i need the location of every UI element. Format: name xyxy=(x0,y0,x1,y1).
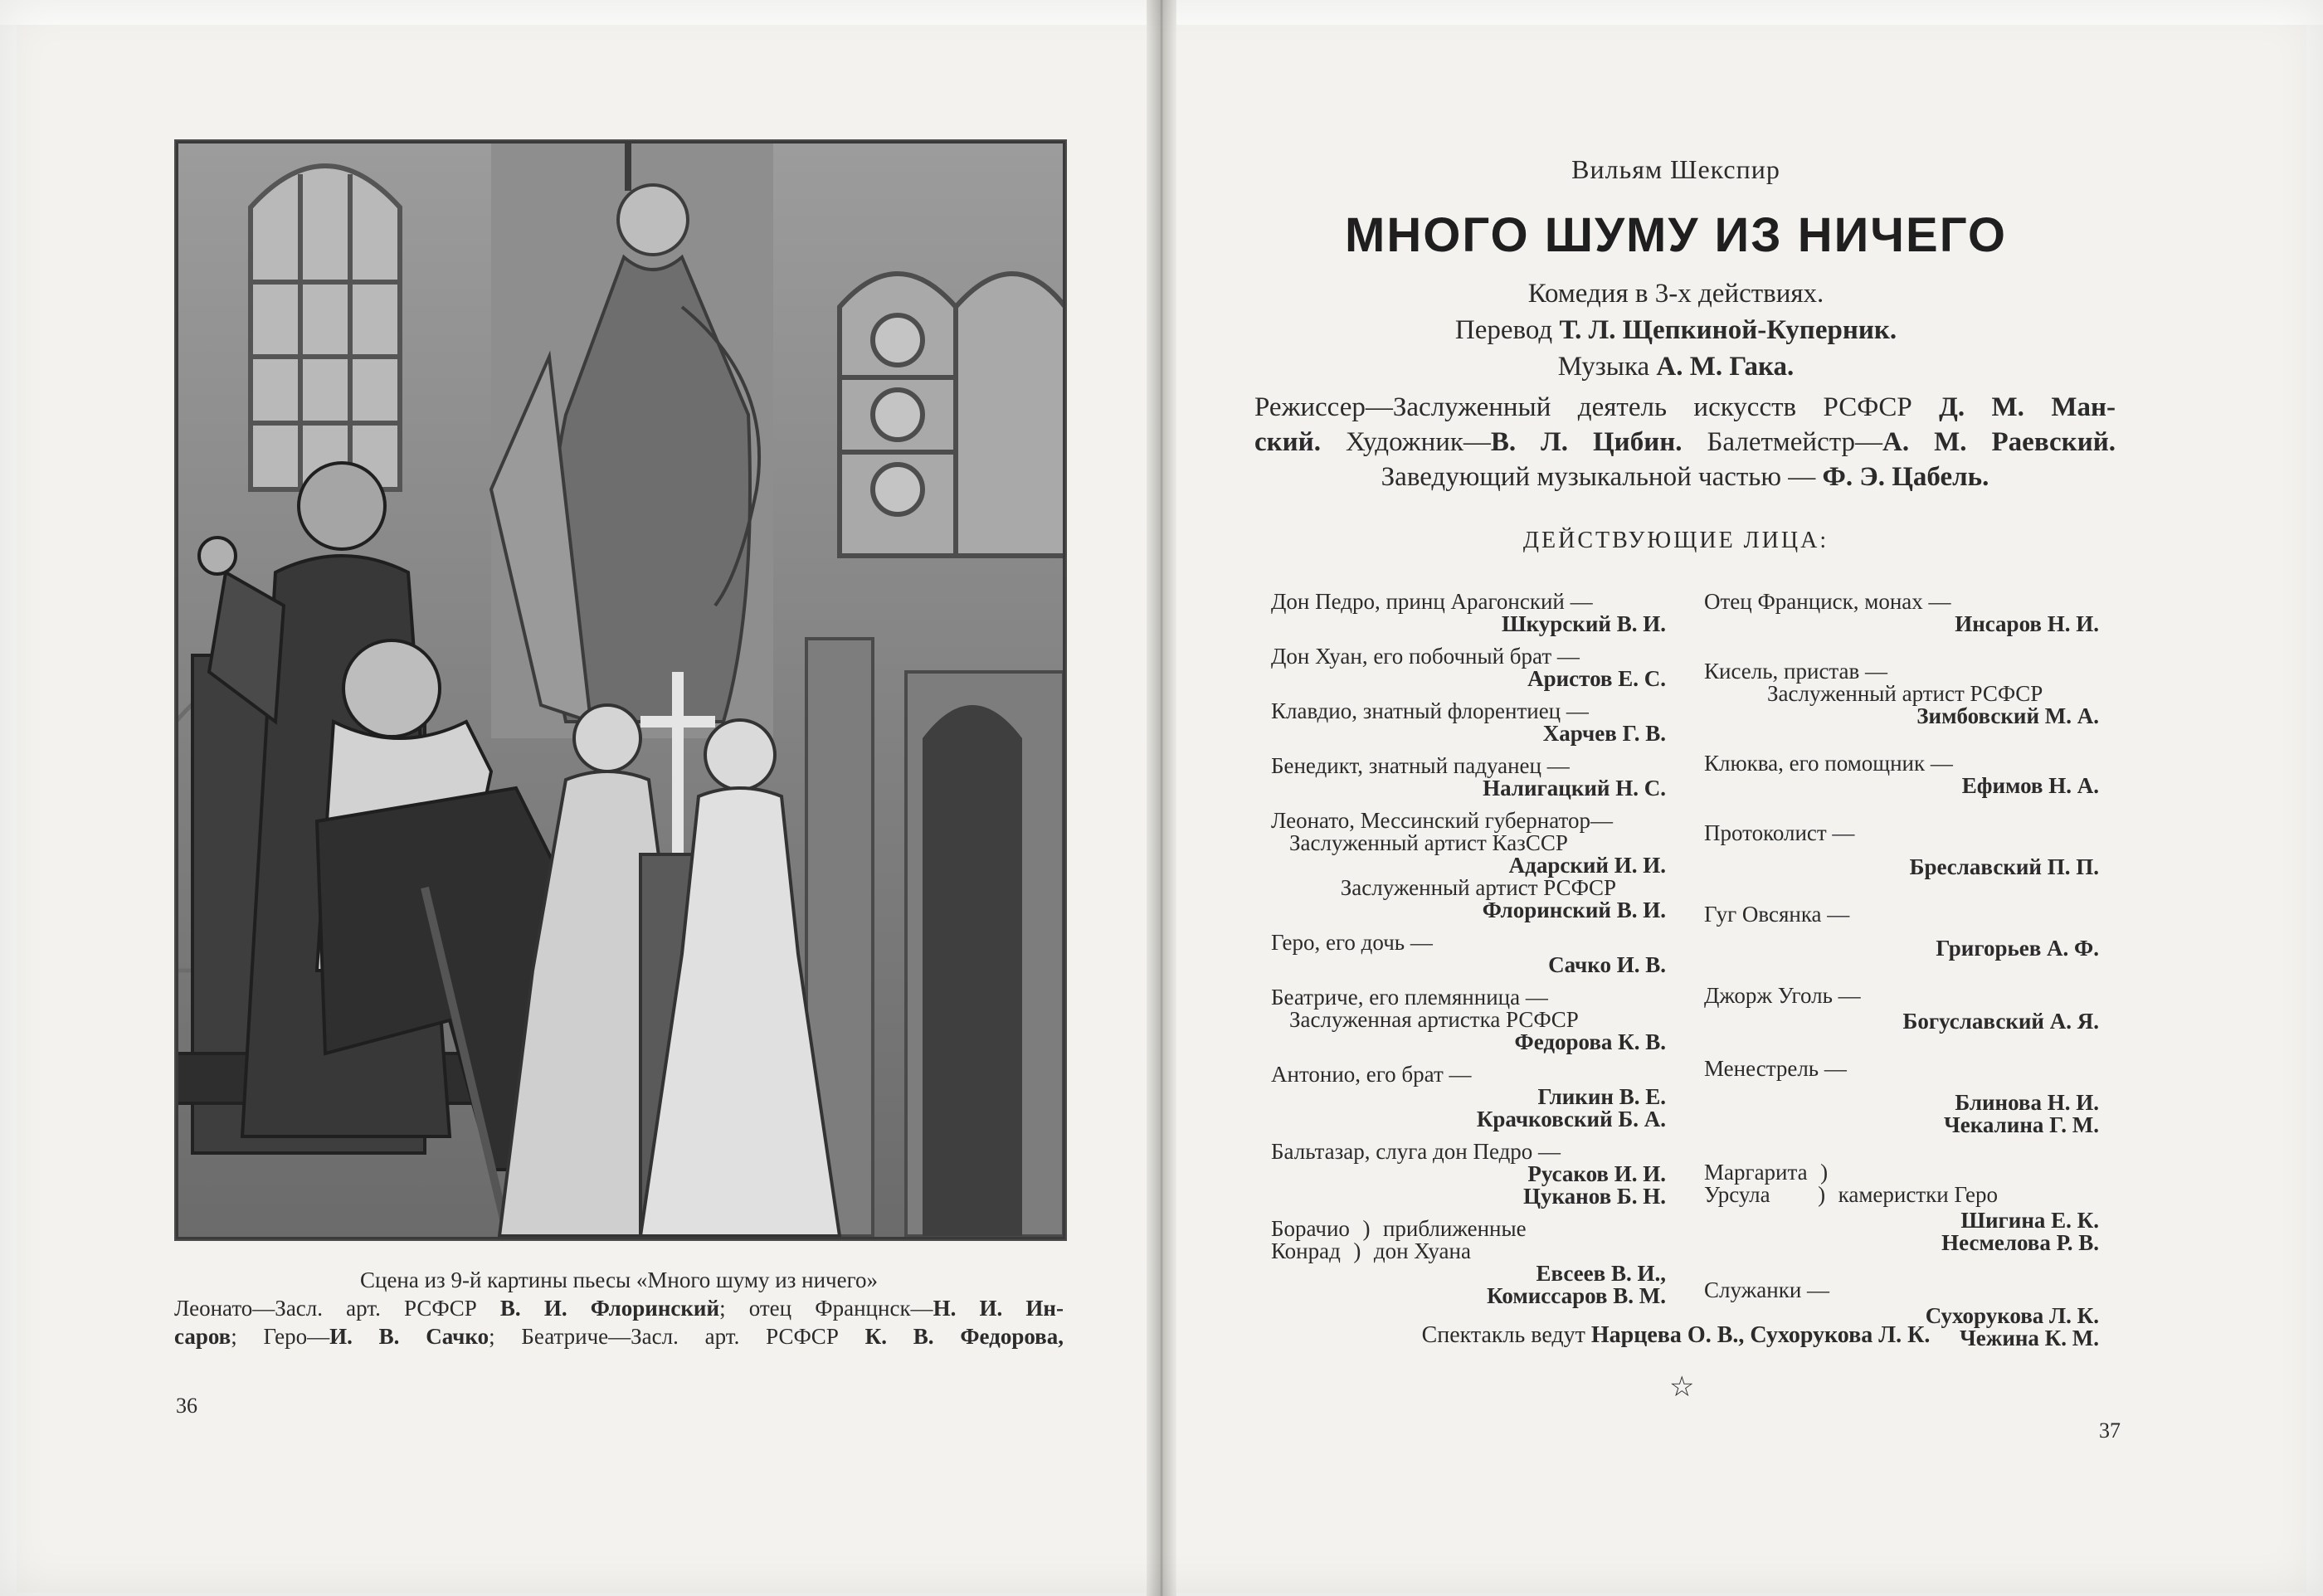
stage-managers-label: Спектакль ведут xyxy=(1421,1322,1591,1348)
cast-role: Беатриче, его племянница — xyxy=(1271,985,1548,1010)
cast-actor: Чежина К. М. xyxy=(1959,1326,2099,1350)
music xyxy=(1178,352,2174,382)
production-credits xyxy=(1254,390,2116,494)
stage-managers-names: Нарцева О. В., Сухорукова Л. К. xyxy=(1590,1322,1931,1348)
cast-role: Леонато, Мессинский губернатор— xyxy=(1271,808,1613,833)
caption-actor: К. В. Федорова, xyxy=(864,1324,1064,1349)
cast-role: Антонио, его брат — xyxy=(1271,1062,1472,1087)
cast-actor: Инсаров Н. И. xyxy=(1955,611,2099,636)
caption-line-1: Сцена из 9-й картины пьесы «Много шуму из ничего» xyxy=(359,1268,878,1292)
star-icon: ☆ xyxy=(1669,1372,1695,1403)
cast-actor: Аристов Е. С. xyxy=(1527,666,1666,691)
cast-role-group: Урсула ) камеристки Геро xyxy=(1704,1182,1999,1207)
left-window xyxy=(251,166,400,489)
cast-actor: Шкурский В. И. xyxy=(1501,611,1666,636)
cast-role-group: Маргарита ) xyxy=(1704,1160,1829,1185)
cast-actor: Чекалина Г. М. xyxy=(1943,1112,2099,1137)
credits-name: В. Л. Цибин. xyxy=(1490,427,1683,457)
caption-text: ; отец Францнск— xyxy=(719,1296,933,1321)
cast-role: Борачио xyxy=(1271,1216,1350,1241)
cast-note: Заслуженный артист РСФСР xyxy=(1767,681,2043,706)
credits-line-2 xyxy=(1254,425,2116,460)
music-label: Музыка xyxy=(1557,352,1657,382)
author: Вильям Шекспир xyxy=(1571,154,1780,184)
credits-text: Балетмейстр— xyxy=(1682,427,1883,457)
cast-actor: Григорьев А. Ф. xyxy=(1936,936,2099,961)
credits-text: Художник— xyxy=(1320,427,1491,457)
cast-role: Протоколист — xyxy=(1704,820,1855,845)
cast-role: Бенедикт, знатный падуанец — xyxy=(1271,753,1570,778)
cast-column-left xyxy=(1271,591,1666,1307)
genre: Комедия в 3-х действиях. xyxy=(1527,279,1824,309)
caption-line-2 xyxy=(174,1294,1064,1322)
cast-role: Гуг Овсянка — xyxy=(1704,902,1850,927)
stage-scene-illustration xyxy=(176,141,1065,1239)
cast-role: Джорж Уголь — xyxy=(1704,983,1861,1008)
cast-role: Клюква, его помощник — xyxy=(1704,751,1953,776)
caption-actor: саров xyxy=(174,1324,231,1349)
play-title: МНОГО ШУМУ ИЗ НИЧЕГО xyxy=(1345,208,2007,262)
cast-actor: Блинова Н. И. xyxy=(1955,1090,2099,1115)
cast-role: Бальтазар, слуга дон Педро — xyxy=(1271,1139,1561,1164)
cast-role-group: Борачио ) приближенные xyxy=(1271,1216,1527,1241)
credits-text: Режиссер—Заслуженный деятель искусств РСФСР xyxy=(1254,392,1940,422)
cast-actor: Русаков И. И. xyxy=(1527,1161,1666,1186)
stage-scene-photo xyxy=(174,139,1067,1241)
translation-label: Перевод xyxy=(1454,315,1560,345)
credits-name: Ф. Э. Цабель. xyxy=(1822,462,1989,492)
cast-actor: Гликин В. Е. xyxy=(1537,1084,1666,1109)
right-window xyxy=(840,274,1065,556)
cast-note: дон Хуана xyxy=(1373,1238,1471,1263)
credits-text: Заведующий музыкальной частью — xyxy=(1381,462,1823,492)
cast-role: Маргарита xyxy=(1704,1160,1808,1185)
caption-actor: В. И. Флоринский xyxy=(499,1296,720,1321)
caption-actor: И. В. Сачко xyxy=(329,1324,489,1349)
cast-actor: Зимбовский М. А. xyxy=(1916,703,2099,728)
cast-actor: Сачко И. В. xyxy=(1548,952,1666,977)
cast-actor: Богуславский А. Я. xyxy=(1902,1009,2099,1034)
cast-actor: Харчев Г. В. xyxy=(1542,721,1666,746)
cast-actor: Крачковский Б. А. xyxy=(1476,1107,1666,1131)
cast-role: Дон Хуан, его побочный брат — xyxy=(1271,644,1580,669)
painted-lady-figure xyxy=(491,141,773,738)
cast-note: Заслуженный артист РСФСР xyxy=(1340,875,1616,900)
cast-actor: Федорова К. В. xyxy=(1514,1029,1666,1054)
caption-text: ; Беатриче—Засл. арт. РСФСР xyxy=(489,1324,865,1349)
cast-actor: Бреславский П. П. xyxy=(1909,854,2099,879)
cast-role: Кисель, пристав — xyxy=(1704,659,1888,684)
cast-actor: Ефимов Н. А. xyxy=(1961,773,2099,798)
cast-actor: Евсеев В. И., xyxy=(1536,1261,1666,1286)
cast-note: Заслуженная артистка РСФСР xyxy=(1289,1007,1579,1032)
cast-note: приближенные xyxy=(1382,1216,1527,1241)
caption-text: ; Геро— xyxy=(231,1324,330,1349)
cast-actor: Сухорукова Л. К. xyxy=(1925,1303,2099,1328)
caption-text: Леонато—Засл. арт. РСФСР xyxy=(174,1296,500,1321)
credits-name: ский. xyxy=(1254,427,1321,457)
cast-note: камеристки Геро xyxy=(1838,1182,1999,1207)
cast-role: Служанки — xyxy=(1704,1277,1830,1302)
photo-caption xyxy=(174,1266,1064,1350)
translation xyxy=(1178,315,2174,346)
cast-actor: Комиссаров В. М. xyxy=(1487,1283,1666,1308)
page-number-right: 37 xyxy=(2099,1418,2121,1443)
credits-line-3 xyxy=(1254,460,2116,494)
book-gutter xyxy=(1147,0,1176,1596)
cast-role-group: Конрад ) дон Хуана xyxy=(1271,1238,1471,1263)
credits-name: Д. М. Ман- xyxy=(1939,392,2116,422)
cast-heading: ДЕЙСТВУЮЩИЕ ЛИЦА: xyxy=(1522,528,1829,553)
cast-actor: Налигацкий Н. С. xyxy=(1483,776,1666,800)
stage-managers xyxy=(1178,1322,2174,1349)
cast-role: Отец Франциск, монах — xyxy=(1704,589,1951,614)
cast-role: Конрад xyxy=(1271,1238,1341,1263)
composer: А. М. Гака. xyxy=(1656,352,1795,382)
cast-role: Дон Педро, принц Арагонский — xyxy=(1271,589,1593,614)
cast-role: Менестрель — xyxy=(1704,1056,1847,1081)
translator: Т. Л. Щепкиной-Куперник. xyxy=(1559,315,1897,345)
caption-line-3 xyxy=(174,1322,1064,1350)
caption-actor: Н. И. Ин- xyxy=(933,1296,1064,1321)
cast-actor: Несмелова Р. В. xyxy=(1941,1230,2099,1255)
cast-note: Заслуженный артист КазССР xyxy=(1289,830,1568,855)
cast-actor: Адарский И. И. xyxy=(1508,853,1666,878)
cast-actor: Шигина Е. К. xyxy=(1960,1208,2099,1233)
cast-actor: Цуканов Б. Н. xyxy=(1523,1184,1666,1209)
cast-role: Геро, его дочь — xyxy=(1271,930,1433,955)
cast-actor: Флоринский В. И. xyxy=(1482,898,1666,922)
credits-name: А. М. Раевский. xyxy=(1882,427,2116,457)
page-number-left: 36 xyxy=(176,1394,197,1418)
credits-line-1 xyxy=(1254,390,2116,425)
cast-role: Урсула xyxy=(1704,1182,1770,1207)
cast-role: Клавдио, знатный флорентиец — xyxy=(1271,698,1589,723)
cast-column-right xyxy=(1704,591,2099,1350)
